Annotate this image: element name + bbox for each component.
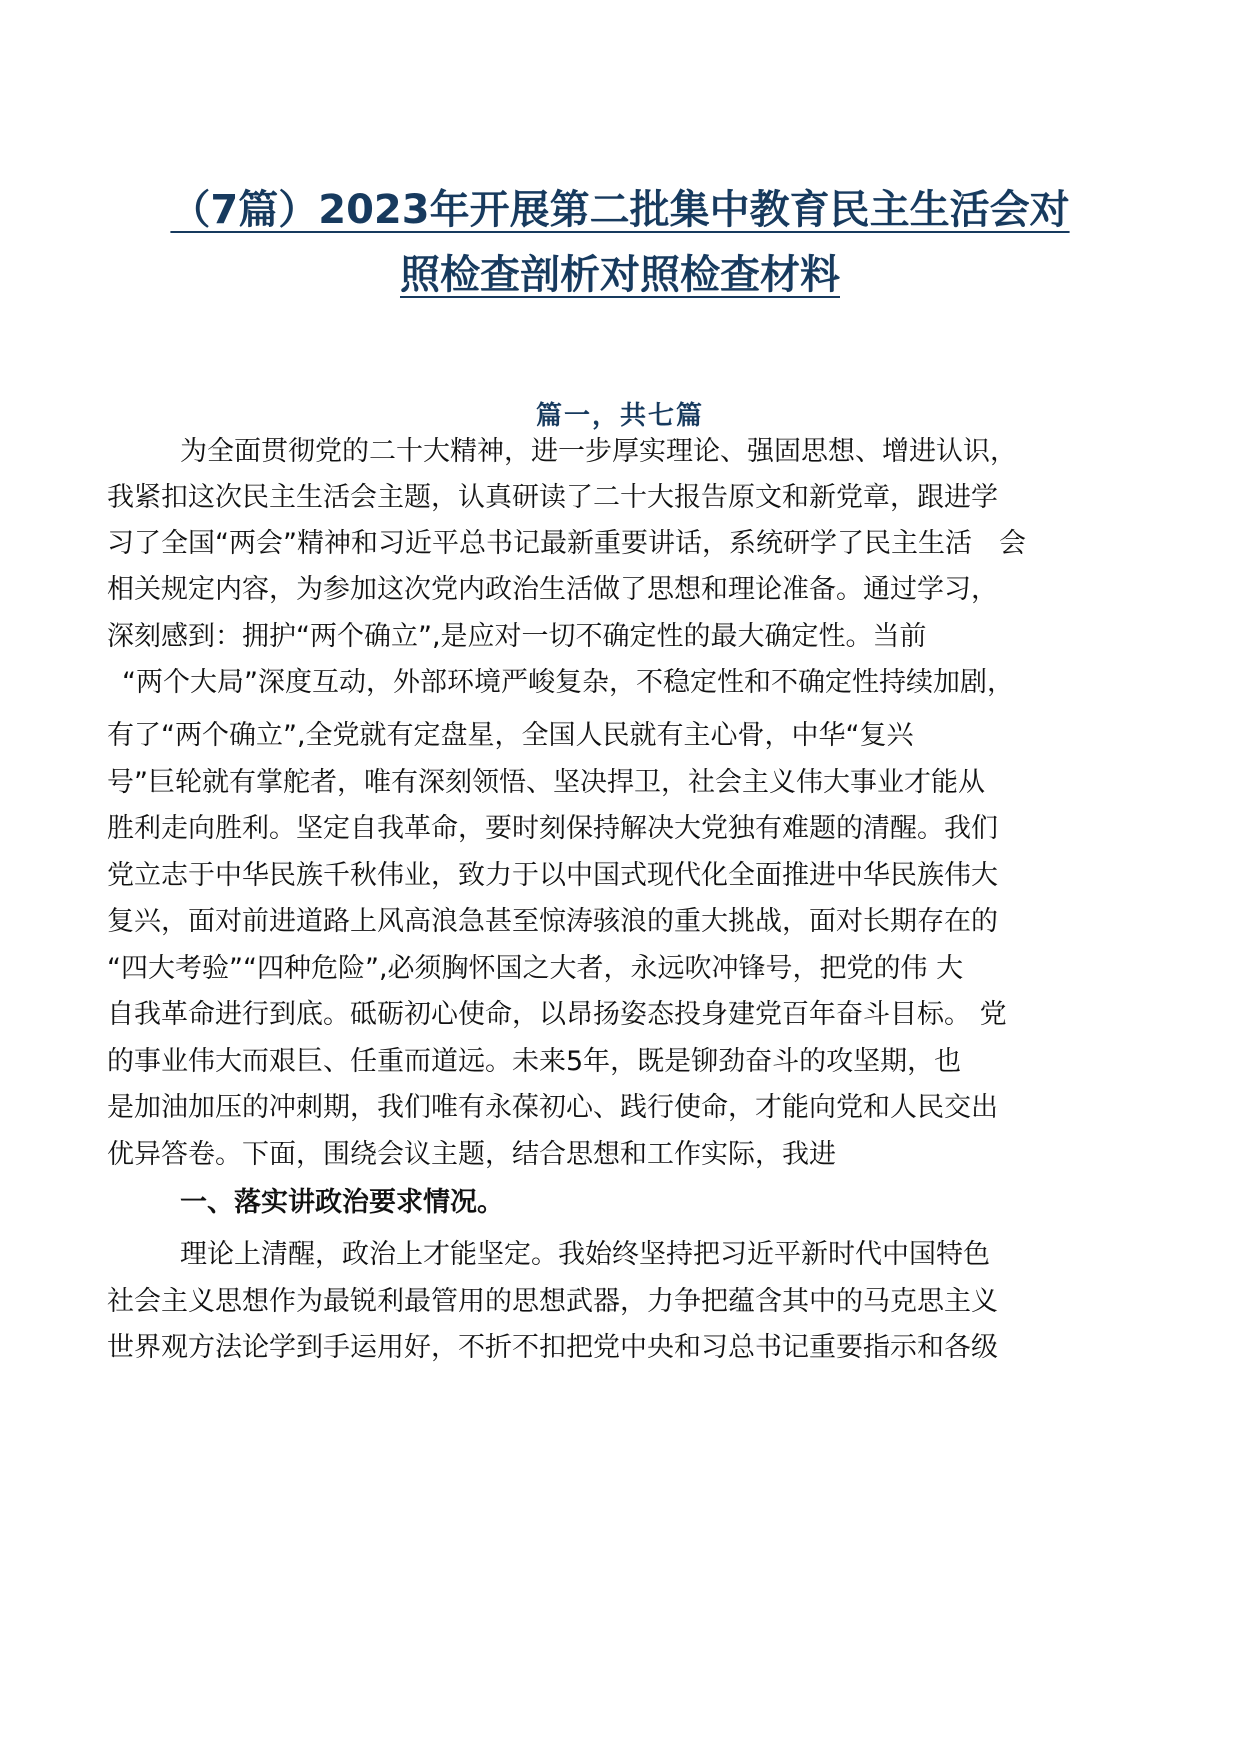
paragraph-line: 党立志于中华民族千秋伟业，致力于以中国式现代化全面推进中华民族伟大 xyxy=(107,860,998,891)
paragraph-line: 有了“两个确立”,全党就有定盘星，全国人民就有主心骨，中华“复兴 xyxy=(107,720,914,751)
paragraph-line: “两个大局”深度互动，外部环境严峻复杂，不稳定性和不确定性持续加剧， xyxy=(122,667,1014,698)
paragraph-line: 理论上清醒，政治上才能坚定。我始终坚持把习近平新时代中国特色 xyxy=(180,1239,990,1270)
paragraph-line: 为全面贯彻党的二十大精神，进一步厚实理论、强固思想、增进认识， xyxy=(180,436,1017,467)
paragraph-line: 相关规定内容，为参加这次党内政治生活做了思想和理论准备。通过学习， xyxy=(107,574,998,605)
paragraph-line: 我紧扣这次民主生活会主题，认真研读了二十大报告原文和新党章，跟进学 xyxy=(107,482,998,513)
paragraph-line: 社会主义思想作为最锐利最管用的思想武器，力争把蕴含其中的马克思主义 xyxy=(107,1286,998,1317)
paragraph-line: 是加油加压的冲刺期，我们唯有永葆初心、践行使命，才能向党和人民交出 xyxy=(107,1092,998,1123)
paragraph-line: “四大考验”“四种危险”,必须胸怀国之大者，永远吹冲锋号，把党的伟 大 xyxy=(107,953,964,984)
section-heading: 一、落实讲政治要求情况。 xyxy=(180,1187,504,1218)
paragraph-line: 自我革命进行到底。砥砺初心使命，以昂扬姿态投身建党百年奋斗目标。 党 xyxy=(107,999,1007,1030)
document-title-line-1: （7篇）2023年开展第二批集中教育民主生活会对 xyxy=(170,187,1070,233)
paragraph-line: 世界观方法论学到手运用好，不折不扣把党中央和习总书记重要指示和各级 xyxy=(107,1332,998,1363)
paragraph-line: 深刻感到：拥护“两个确立”,是应对一切不确定性的最大确定性。当前 xyxy=(107,621,927,652)
paragraph-line: 的事业伟大而艰巨、任重而道远。未来5年，既是铆劲奋斗的攻坚期，也 xyxy=(107,1046,962,1077)
document-title-line-2: 照检查剖析对照检查材料 xyxy=(400,252,840,298)
paragraph-line: 胜利走向胜利。坚定自我革命，要时刻保持解决大党独有难题的清醒。我们 xyxy=(107,813,998,844)
paragraph-line: 号”巨轮就有掌舵者，唯有深刻领悟、坚决捍卫，社会主义伟大事业才能从 xyxy=(107,767,985,798)
paragraph-line: 优异答卷。下面，围绕会议主题，结合思想和工作实际，我进 xyxy=(107,1139,836,1170)
paragraph-line: 习了全国“两会”精神和习近平总书记最新重要讲话，系统研学了民主生活 会 xyxy=(107,528,1026,559)
document-subtitle: 篇一，共七篇 xyxy=(535,401,704,431)
paragraph-line: 复兴，面对前进道路上风高浪急甚至惊涛骇浪的重大挑战，面对长期存在的 xyxy=(107,906,998,937)
